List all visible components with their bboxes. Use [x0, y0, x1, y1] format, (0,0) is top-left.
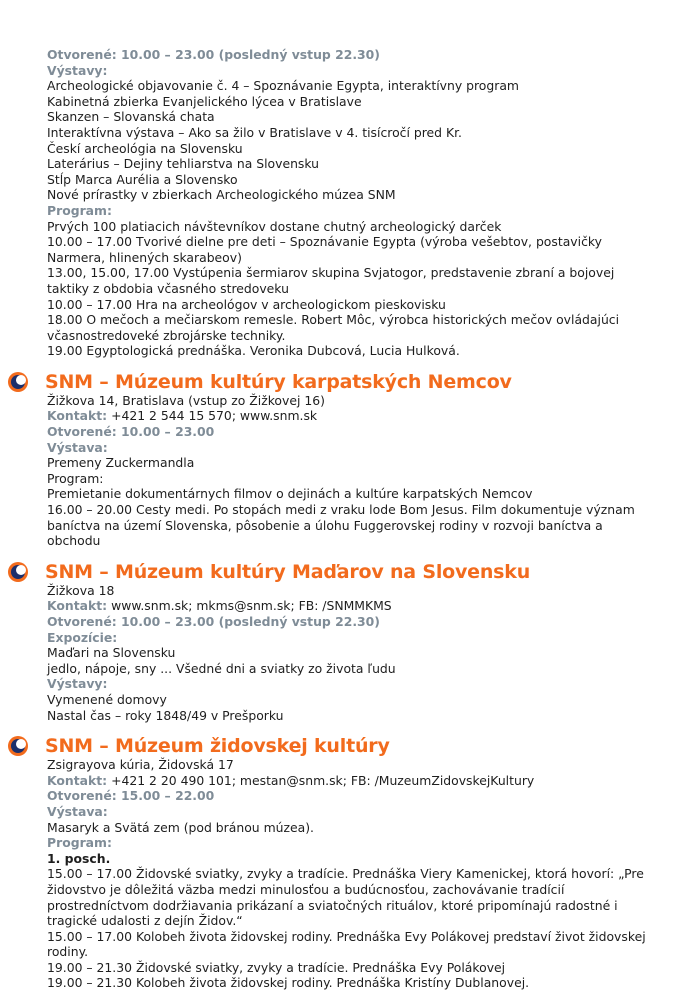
exhibition-item: Kabinetná zbierka Evanjelického lýcea v Bratislave: [47, 93, 362, 109]
program-item: 15.00 – 17.00 Kolobeh života židovskej rodiny. Prednáška Evy Polákovej predstaví život židovskej rodiny.: [47, 928, 646, 960]
venue-section: [47, 371, 653, 549]
floor-label: 1. posch.: [47, 850, 111, 866]
exhibitions-label: Výstava:: [47, 439, 108, 455]
exhibition-item: Interaktívna výstava – Ako sa žilo v Bratislave v 4. tisícročí pred Kr.: [47, 124, 462, 140]
venue-title: SNM – Múzeum židovskej kultúry: [45, 735, 390, 758]
venue-contact: [47, 408, 653, 424]
crescent-icon: [7, 561, 29, 583]
venue-contact: [47, 773, 653, 789]
exhibition-item: Masaryk a Svätá zem (pod bránou múzea).: [47, 819, 314, 835]
exhibition-item: Skanzen – Slovanská chata: [47, 109, 215, 125]
venue-address: Žižkova 18: [47, 582, 115, 598]
contact-label: Kontakt:: [47, 598, 108, 614]
intro-section: [47, 47, 653, 359]
contact-label: Kontakt:: [47, 408, 108, 424]
exhibition-item: Nové prírastky v zbierkach Archeologického múzea SNM: [47, 187, 396, 203]
exhibition-item: Českí archeológia na Slovensku: [47, 140, 243, 156]
opening-hours: Otvorené: 15.00 – 22.00: [47, 788, 215, 804]
venue-section: [47, 561, 653, 723]
crescent-icon: [7, 371, 29, 393]
program-item: 19.00 – 21.30 Židovské sviatky, zvyky a tradície. Prednáška Evy Polákovej: [47, 959, 506, 975]
program-label: Program:: [47, 835, 112, 851]
crescent-icon: [7, 735, 29, 757]
opening-hours: Otvorené: 10.00 – 23.00: [47, 424, 215, 440]
venue-address: Zsigrayova kúria, Židovská 17: [47, 757, 234, 773]
program-item: 15.00 – 17.00 Židovské sviatky, zvyky a tradície. Prednáška Viery Kamenickej, ktorá hovorí: „Pre židovstvo je dôležitá väzba medzi minulosťou a budúcnosťou, zachovávanie tradícií prostredníctvom dodržiavania prikázaní a sviatočných rituálov, ktoré pripomínajú radostné i tragické udalosti z dejín Židov.“: [47, 866, 644, 929]
program-item: Prvých 100 platiacich návštevníkov dostane chutný archeologický darček: [47, 218, 502, 234]
program-item: 10.00 – 17.00 Tvorivé dielne pre deti – Spoznávanie Egypta (výroba vešebtov, postavičky Narmera, hlinených skarabeov): [47, 234, 602, 265]
program-item: 16.00 – 20.00 Cesty medi. Po stopách medi z vraku lode Bom Jesus. Film dokumentuje význam baníctva na území Slovenska, pôsobenie a úlohu Fuggerovskej rodiny v rozvoji baníctva a obchodu: [47, 502, 635, 549]
venue-title: SNM – Múzeum kultúry karpatských Nemcov: [45, 370, 512, 393]
exhibition-item: Laterárius – Dejiny tehliarstva na Slovensku: [47, 156, 320, 172]
program-item: 13.00, 15.00, 17.00 Vystúpenia šermiarov skupina Svjatogor, predstavenie zbraní a bojovej taktiky z obdobia včasného stredoveku: [47, 265, 615, 296]
program-label: Program:: [47, 470, 104, 486]
venue-title: SNM – Múzeum kultúry Maďarov na Slovensku: [45, 560, 531, 583]
exhibition-item: Premeny Zuckermandla: [47, 455, 195, 471]
exhibition-item: Nastal čas – roky 1848/49 v Prešporku: [47, 707, 284, 723]
contact-label: Kontakt:: [47, 772, 108, 788]
exhibition-item: Vymenené domovy: [47, 691, 167, 707]
exhibition-item: Archeologické objavovanie č. 4 – Spoznávanie Egypta, interaktívny program: [47, 78, 519, 94]
expo-label: Expozície:: [47, 629, 118, 645]
document-page: [47, 47, 653, 991]
opening-hours: Otvorené: 10.00 – 23.00 (posledný vstup 22.30): [47, 47, 380, 62]
contact-value: +421 2 20 490 101; mestan@snm.sk; FB: /MuzeumZidovskejKultury: [111, 772, 535, 788]
program-label: Program:: [47, 202, 112, 218]
program-item: 10.00 – 17.00 Hra na archeológov v archeologickom pieskovisku: [47, 296, 446, 312]
expo-item: Maďari na Slovensku: [47, 645, 176, 661]
program-item: 19.00 Egyptologická prednáška. Veronika Dubcová, Lucia Hulková.: [47, 343, 460, 359]
contact-value: +421 2 544 15 570; www.snm.sk: [111, 408, 318, 424]
exhibition-item: Stĺp Marca Aurélia a Slovensko: [47, 171, 238, 187]
program-item: 18.00 O mečoch a mečiarskom remesle. Robert Môc, výrobca historických mečov ovládajúci včasnostredoveké zbrojárske techniky.: [47, 312, 620, 343]
venue-section: [47, 735, 653, 991]
contact-value: www.snm.sk; mkms@snm.sk; FB: /SNMMKMS: [111, 598, 392, 614]
exhibitions-label: Výstavy:: [47, 676, 108, 692]
program-item: 19.00 – 21.30 Kolobeh života židovskej rodiny. Prednáška Kristíny Dublanovej.: [47, 975, 530, 991]
exhibitions-label: Výstavy:: [47, 62, 108, 78]
exhibitions-label: Výstava:: [47, 803, 108, 819]
venue-contact: [47, 598, 653, 614]
venue-address: Žižkova 14, Bratislava (vstup zo Žižkovej 16): [47, 392, 325, 408]
opening-hours: Otvorené: 10.00 – 23.00 (posledný vstup 22.30): [47, 614, 380, 629]
program-item: Premietanie dokumentárnych filmov o dejinách a kultúre karpatských Nemcov: [47, 486, 533, 502]
expo-item: jedlo, nápoje, sny ... Všedné dni a sviatky zo života ľudu: [47, 660, 396, 676]
